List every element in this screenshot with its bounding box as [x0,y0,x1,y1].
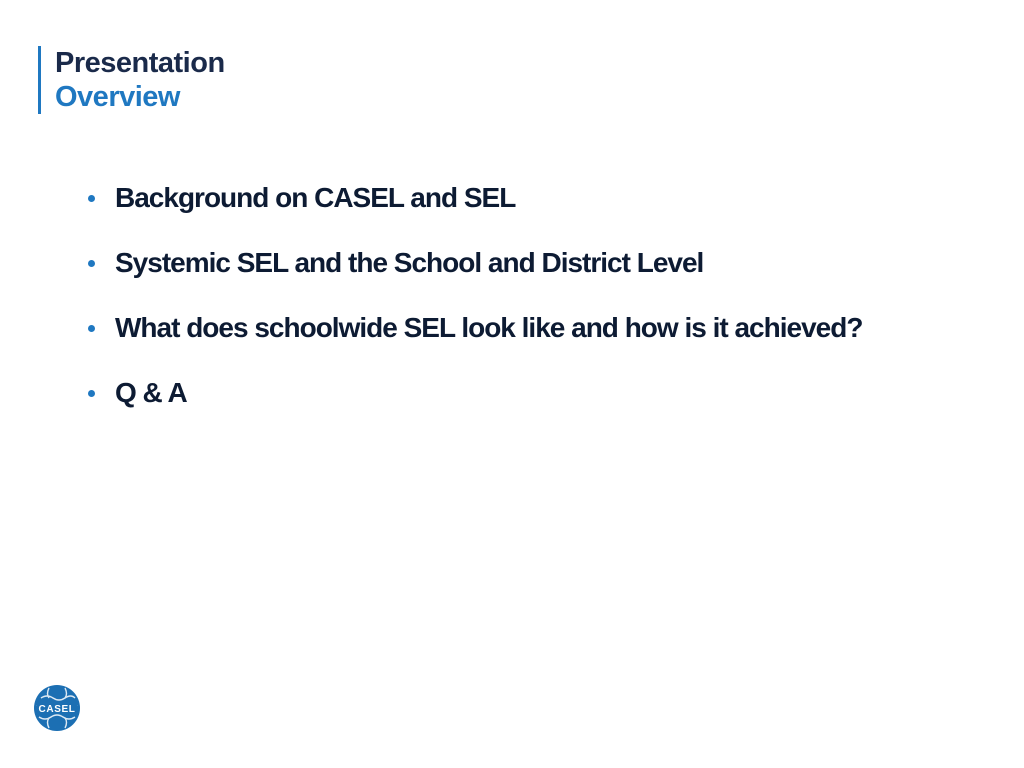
slide-title [38,46,225,114]
title-line-presentation: Presentation [55,47,225,79]
bullet-list [88,175,988,435]
bullet-dot-icon [88,195,95,202]
casel-logo-graphic [33,684,81,732]
bullet-text: Q & A [115,377,187,408]
bullet-text: Systemic SEL and the School and District Level [115,247,704,278]
casel-logo-icon [33,684,81,732]
bullet-item-systemic-sel [88,240,988,286]
bullet-item-schoolwide-sel [88,305,988,351]
bullet-dot-icon [88,325,95,332]
bullet-text: What does schoolwide SEL look like and how is it achieved? [115,312,863,343]
bullet-text: Background on CASEL and SEL [115,182,516,213]
title-line-overview: Overview [55,81,180,113]
bullet-item-qa [88,370,988,416]
bullet-item-background [88,175,988,221]
logo-text: CASEL [38,704,76,715]
bullet-dot-icon [88,260,95,267]
bullet-dot-icon [88,390,95,397]
